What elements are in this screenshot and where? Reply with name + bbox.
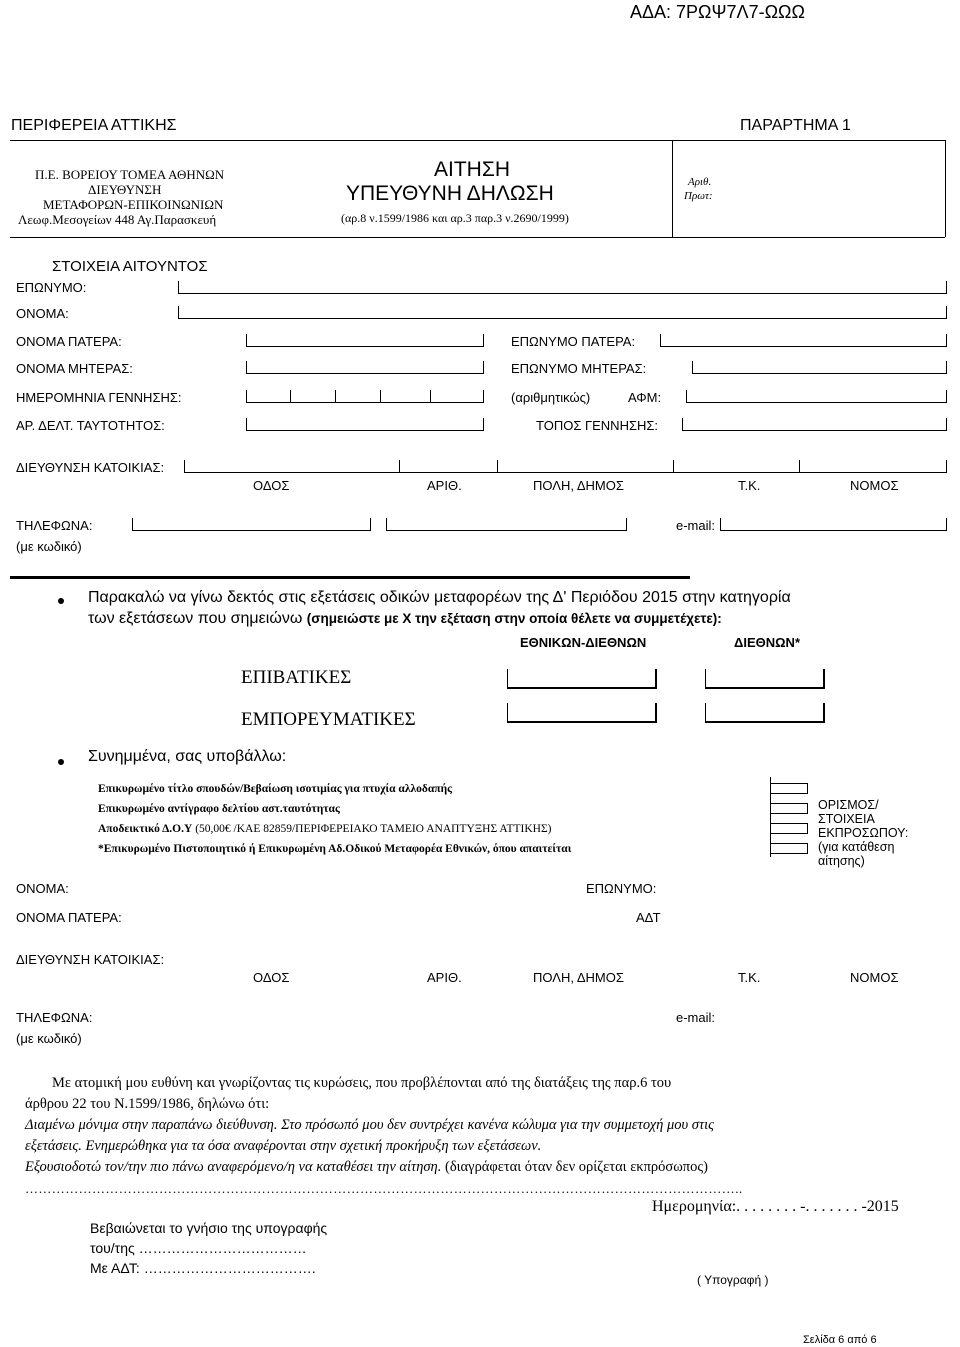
phone-code-note: (με κωδικό) — [16, 539, 82, 554]
appendix-label: ΠΑΡΑΡΤΗΜΑ 1 — [740, 117, 851, 134]
rep-id-label: ΑΔΤ — [636, 910, 661, 925]
section-rule — [10, 576, 690, 579]
rep-phone-code-note: (με κωδικό) — [16, 1031, 82, 1046]
address-field[interactable] — [184, 460, 947, 473]
law-reference: (αρ.8 ν.1599/1986 και αρ.3 παρ.3 ν.2690/1999) — [341, 211, 569, 225]
passenger-category: ΕΠΙΒΑΤΙΚΕΣ — [241, 667, 352, 688]
protocol-number-label: Αριθ. — [688, 176, 712, 188]
phone-field-1[interactable] — [132, 518, 371, 531]
rep-surname-label: ΕΠΩΝΥΜΟ: — [586, 881, 657, 896]
birth-date-field[interactable] — [246, 390, 484, 403]
attachment-item: *Επικυρωμένο Πιστοποιητικό ή Επικυρωμένη Αδ.Οδικού Μεταφορέα Εθνικών, όπου απαιτείται — [98, 843, 572, 855]
postcode-label: Τ.Κ. — [738, 478, 761, 493]
attachment-item: Επικυρωμένο τίτλο σπουδών/Βεβαίωση ισοτιμίας για πτυχία αλλοδαπής — [98, 783, 452, 795]
date-separator — [335, 390, 336, 403]
signature-label: ( Υπογραφή ) — [697, 1273, 769, 1287]
prefecture-label: ΝΟΜΟΣ — [850, 478, 899, 493]
mother-name-label: ΟΝΟΜΑ ΜΗΤΕΡΑΣ: — [16, 361, 133, 376]
father-name-field[interactable] — [246, 334, 484, 347]
declaration-line-5: Εξουσιοδοτώ τον/την πιο πάνω αναφερόμενο/η να καταθέσει την αίτηση. (διαγράφεται όταν δεν ορίζεται εκπρόσωπος) — [25, 1159, 708, 1175]
mother-surname-field[interactable] — [692, 361, 947, 374]
father-surname-field[interactable] — [660, 334, 947, 347]
authentication-line-3: Με ΑΔΤ: ………………………………. — [90, 1260, 316, 1276]
header-right-border — [945, 140, 946, 237]
declaration-line-1: Με ατομική μου ευθύνη και γνωρίζοντας τις κυρώσεις, που προβλέπονται από της διατάξεις της παρ.6 του — [52, 1075, 672, 1091]
date-separator — [380, 390, 381, 403]
street-label: ΟΔΟΣ — [253, 478, 290, 493]
freight-international-box[interactable] — [705, 703, 825, 723]
attachments-heading: Συνημμένα, σας υποβάλλω: — [88, 748, 287, 765]
rep-name-label: ΟΝΟΜΑ: — [16, 881, 69, 896]
rep-city-label: ΠΟΛΗ, ΔΗΜΟΣ — [533, 970, 624, 985]
rep-address-label: ΔΙΕΥΘΥΝΣΗ ΚΑΤΟΙΚΙΑΣ: — [16, 952, 165, 967]
request-text-2: των εξετάσεων που σημειώνω (σημειώστε με Χ την εξέταση στην οποία θέλετε να συμμετέχετε): — [88, 610, 722, 627]
address-separator — [497, 460, 498, 473]
birth-date-label: ΗΜΕΡΟΜΗΝΙΑ ΓΕΝΝΗΣΗΣ: — [16, 390, 182, 405]
rep-postcode-label: Τ.Κ. — [738, 970, 761, 985]
sender-address: Λεωφ.Μεσογείων 448 Αγ.Παρασκευή — [18, 212, 217, 227]
representative-heading: ΟΡΙΣΜΟΣ/ ΣΤΟΙΧΕΙΑ ΕΚΠΡΟΣΩΠΟΥ: (για κατάθεση αίτησης) — [818, 798, 909, 868]
phone-field-2[interactable] — [386, 518, 627, 531]
surname-field[interactable] — [178, 281, 947, 294]
surname-label: ΕΠΩΝΥΜΟ: — [16, 280, 87, 295]
applicant-heading: ΣΤΟΙΧΕΙΑ ΑΙΤΟΥΝΤΟΣ — [52, 258, 208, 275]
declaration-dots: …………………………………………………………………………………………………………………………………………….. — [25, 1181, 743, 1196]
city-label: ΠΟΛΗ, ΔΗΜΟΣ — [533, 478, 624, 493]
id-number-field[interactable] — [246, 418, 484, 431]
freight-category: ΕΜΠΟΡΕΥΜΑΤΙΚΕΣ — [241, 709, 416, 730]
numeric-label: (αριθμητικώς) — [511, 390, 591, 405]
attachment-checkbox[interactable] — [770, 843, 808, 854]
phone-label: ΤΗΛΕΦΩΝΑ: — [16, 518, 93, 533]
address-separator — [673, 460, 674, 473]
form-title: ΑΙΤΗΣΗ — [434, 158, 510, 181]
declaration-line-4: εξετάσεις. Ενημερώθηκα για τα όσα αναφέρονται στην σχετική προκήρυξη των εξετάσεων. — [25, 1138, 542, 1154]
name-label: ΟΝΟΜΑ: — [16, 306, 69, 321]
bullet — [58, 759, 64, 765]
birth-place-field[interactable] — [682, 418, 947, 431]
sender-line-2: ΔΙΕΥΘΥΝΣΗ — [88, 182, 162, 197]
id-number-label: ΑΡ. ΔΕΛΤ. ΤΑΥΤΟΤΗΤΟΣ: — [16, 418, 165, 433]
declaration-line-3: Διαμένω μόνιμα στην παραπάνω διεύθυνση. Στο πρόσωπό μου δεν συντρέχει κανένα κώλυμα για την συμμετοχή μου στις — [25, 1117, 715, 1133]
date-field[interactable]: Ημερομηνία:. . . . . . . . -. . . . . . . -2015 — [652, 1198, 899, 1215]
sender-line-3: ΜΕΤΑΦΟΡΩΝ-ΕΠΙΚΟΙΝΩΝΙΩΝ — [43, 197, 224, 212]
header-top-rule — [10, 140, 945, 141]
authentication-line-2: του/της ……………………………… — [90, 1240, 307, 1256]
form-subtitle: ΥΠΕΥΘΥΝΗ ΔΗΛΩΣΗ — [346, 182, 554, 205]
address-separator — [399, 460, 400, 473]
protocol-divider — [672, 140, 673, 237]
email-field[interactable] — [720, 518, 947, 531]
authentication-line-1: Βεβαιώνεται το γνήσιο της υπογραφής — [90, 1220, 328, 1236]
afm-label: ΑΦΜ: — [628, 390, 662, 405]
attachment-item: Αποδεικτικό Δ.Ο.Υ (50,00€ /ΚΑΕ 82859/ΠΕΡΙΦΕΡΕΙΑΚΟ ΤΑΜΕΙΟ ΑΝΑΠΤΥΞΗΣ ΑΤΤΙΚΗΣ) — [98, 823, 552, 835]
passenger-international-box[interactable] — [705, 669, 825, 689]
attachment-checkbox[interactable] — [770, 823, 808, 834]
passenger-national-box[interactable] — [507, 669, 657, 689]
number-label: ΑΡΙΘ. — [427, 478, 462, 493]
region-title: ΠΕΡΙΦΕΡΕΙΑ ΑΤΤΙΚΗΣ — [11, 117, 177, 134]
rep-father-name-label: ΟΝΟΜΑ ΠΑΤΕΡΑ: — [16, 910, 122, 925]
attachment-checkbox[interactable] — [770, 803, 808, 814]
email-label: e-mail: — [676, 518, 716, 533]
mother-surname-label: ΕΠΩΝΥΜΟ ΜΗΤΕΡΑΣ: — [511, 361, 647, 376]
declaration-line-2: άρθρου 22 του Ν.1599/1986, δηλώνω ότι: — [25, 1096, 270, 1112]
ada-code: ΑΔΑ: 7ΡΩΨ7Λ7-ΩΩΩ — [630, 2, 805, 22]
national-column-header: ΕΘΝΙΚΩΝ-ΔΙΕΘΝΩΝ — [520, 635, 647, 650]
date-separator — [290, 390, 291, 403]
protocol-label: Πρωτ: — [684, 190, 713, 202]
attachment-checkbox[interactable] — [770, 783, 808, 794]
request-text-1: Παρακαλώ να γίνω δεκτός στις εξετάσεις οδικών μεταφορέων της Δ' Περιόδου 2015 στην κατηγορία — [88, 589, 791, 606]
rep-email-label: e-mail: — [676, 1010, 716, 1025]
mother-name-field[interactable] — [246, 361, 484, 374]
afm-field[interactable] — [686, 390, 947, 403]
checkbox-column-rule — [770, 777, 771, 857]
rep-number-label: ΑΡΙΘ. — [427, 970, 462, 985]
rep-phone-label: ΤΗΛΕΦΩΝΑ: — [16, 1010, 93, 1025]
date-separator — [430, 390, 431, 403]
rep-street-label: ΟΔΟΣ — [253, 970, 290, 985]
name-field[interactable] — [178, 306, 947, 319]
bullet — [58, 598, 64, 604]
sender-line-1: Π.Ε. ΒΟΡΕΙΟΥ ΤΟΜΕΑ ΑΘΗΝΩΝ — [35, 167, 225, 182]
international-column-header: ΔΙΕΘΝΩΝ* — [734, 635, 800, 650]
address-separator — [799, 460, 800, 473]
birth-place-label: ΤΟΠΟΣ ΓΕΝΝΗΣΗΣ: — [536, 418, 659, 433]
page-number: Σελίδα 6 από 6 — [803, 1334, 877, 1346]
attachment-item: Επικυρωμένο αντίγραφο δελτίου αστ.ταυτότητας — [98, 803, 340, 815]
father-surname-label: ΕΠΩΝΥΜΟ ΠΑΤΕΡΑ: — [511, 334, 636, 349]
father-name-label: ΟΝΟΜΑ ΠΑΤΕΡΑ: — [16, 334, 122, 349]
header-bottom-rule — [10, 237, 945, 238]
freight-national-box[interactable] — [507, 703, 657, 723]
address-label: ΔΙΕΥΘΥΝΣΗ ΚΑΤΟΙΚΙΑΣ: — [16, 460, 165, 475]
rep-prefecture-label: ΝΟΜΟΣ — [850, 970, 899, 985]
